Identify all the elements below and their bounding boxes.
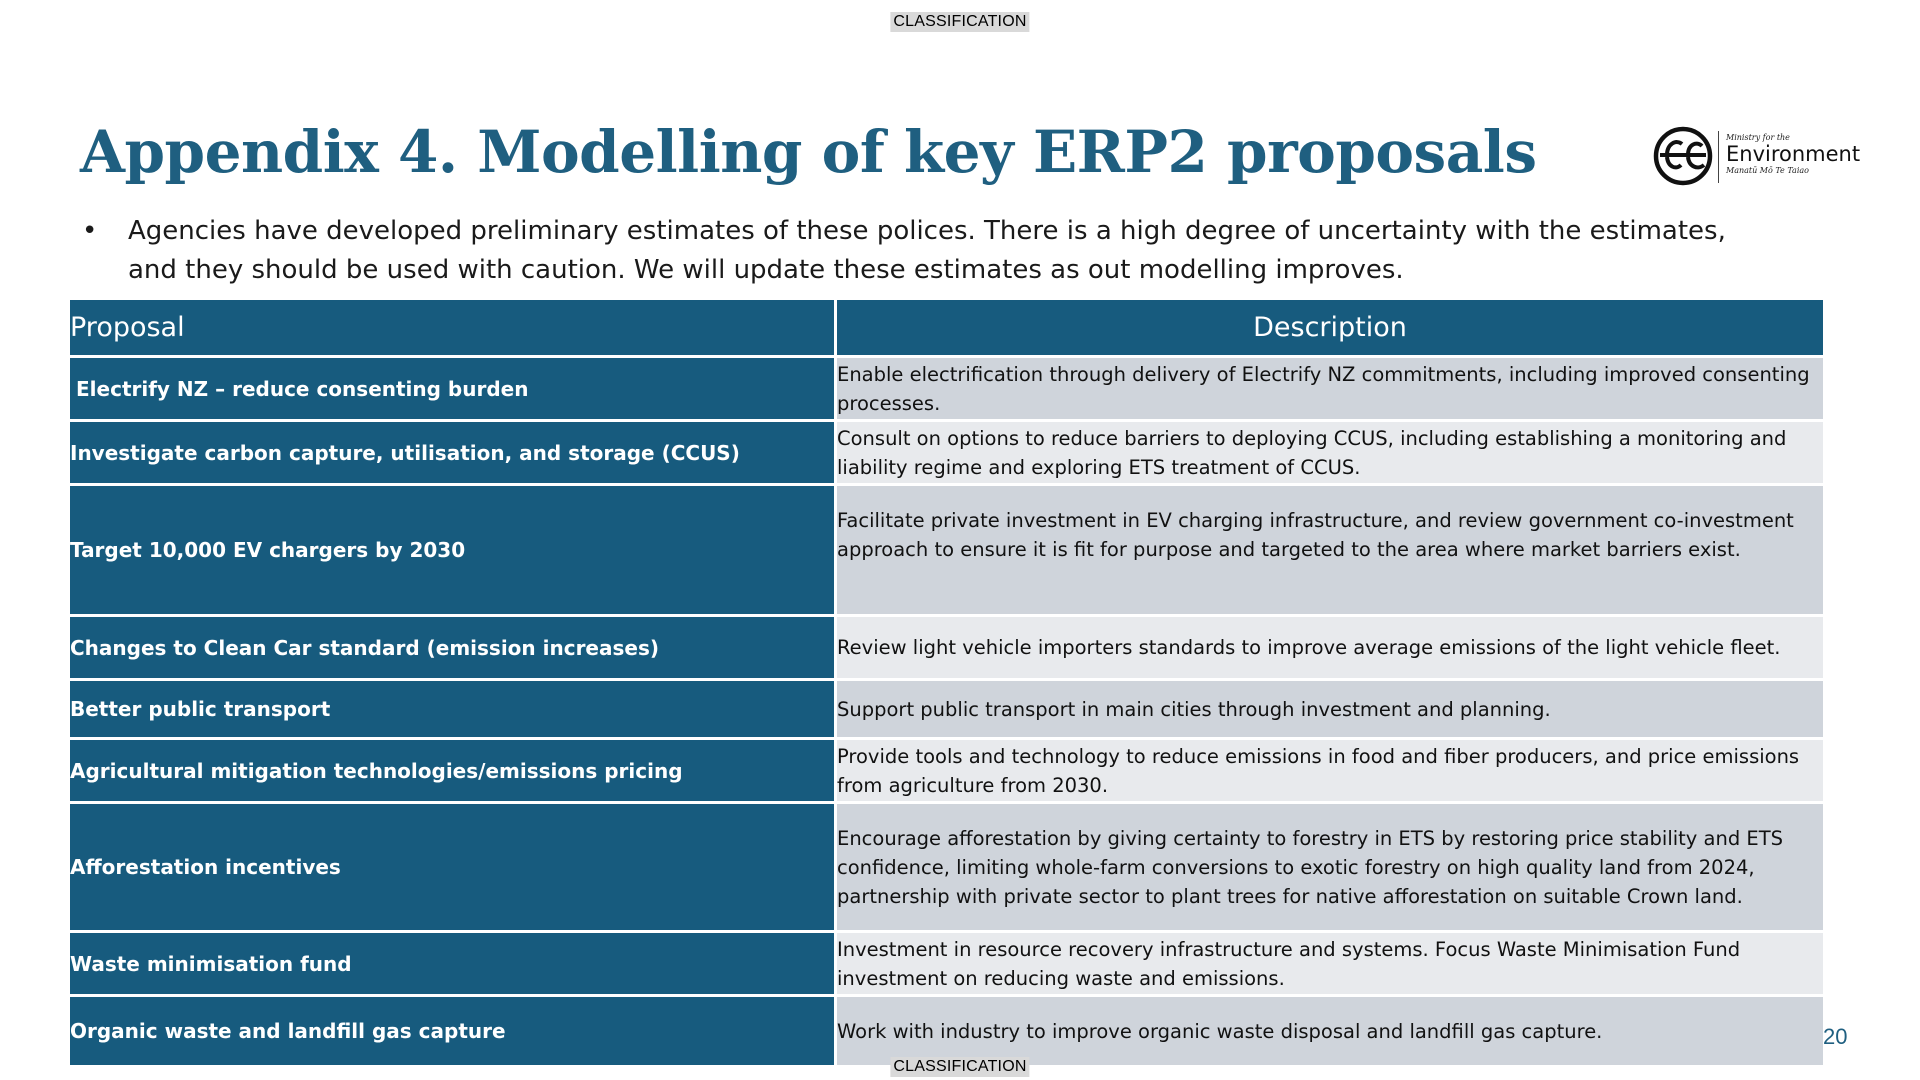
logo-name: Environment xyxy=(1726,142,1861,166)
table-row xyxy=(70,933,1823,994)
header-description: Description xyxy=(837,300,1823,355)
description-cell: Enable electrification through delivery of Electrify NZ commitments, including improved consenting processes. xyxy=(837,358,1823,419)
proposal-cell: Investigate carbon capture, utilisation, and storage (CCUS) xyxy=(70,422,834,483)
description-cell: Consult on options to reduce barriers to deploying CCUS, including establishing a monitoring and liability regime and exploring ETS treatment of CCUS. xyxy=(837,422,1823,483)
proposals-table xyxy=(67,297,1826,1068)
table-row xyxy=(70,681,1823,737)
table-row xyxy=(70,617,1823,678)
ministry-logo xyxy=(1652,125,1882,187)
table-row xyxy=(70,422,1823,483)
table-row xyxy=(70,358,1823,419)
proposal-cell: Changes to Clean Car standard (emission increases) xyxy=(70,617,834,678)
proposal-cell: Waste minimisation fund xyxy=(70,933,834,994)
classification-label-top: CLASSIFICATION xyxy=(890,12,1029,32)
intro-bullet xyxy=(80,212,1780,290)
header-proposal: Proposal xyxy=(70,300,834,355)
description-cell: Encourage afforestation by giving certainty to forestry in ETS by restoring price stability and ETS confidence, limiting whole-farm conversions to exotic forestry on high quality land from 2024, partnership with private sector to plant trees for native afforestation on suitable Crown land. xyxy=(837,804,1823,930)
classification-label-bottom: CLASSIFICATION xyxy=(890,1057,1029,1077)
ministry-emblem-icon xyxy=(1652,125,1714,187)
intro-text: Agencies have developed preliminary estimates of these polices. There is a high degree of uncertainty with the estimates, and they should be used with caution. We will update these estimates as out modelling improves. xyxy=(128,216,1726,285)
description-cell: Provide tools and technology to reduce emissions in food and fiber producers, and price emissions from agriculture from 2030. xyxy=(837,740,1823,801)
proposal-cell: Organic waste and landfill gas capture xyxy=(70,997,834,1065)
bullet-icon: • xyxy=(82,216,98,246)
table-row xyxy=(70,997,1823,1065)
table-row xyxy=(70,804,1823,930)
logo-divider xyxy=(1718,131,1719,183)
proposal-cell: Agricultural mitigation technologies/emissions pricing xyxy=(70,740,834,801)
table-row xyxy=(70,740,1823,801)
proposal-cell: Target 10,000 EV chargers by 2030 xyxy=(70,486,834,614)
logo-small-bottom: Manatū Mō Te Taiao xyxy=(1726,166,1809,175)
page-title: Appendix 4. Modelling of key ERP2 proposals xyxy=(80,118,1537,186)
proposal-cell: Better public transport xyxy=(70,681,834,737)
description-cell: Facilitate private investment in EV charging infrastructure, and review government co-investment approach to ensure it is fit for purpose and targeted to the area where market barriers exist. xyxy=(837,486,1823,614)
proposal-cell: Electrify NZ – reduce consenting burden xyxy=(70,358,834,419)
logo-small-top: Ministry for the xyxy=(1726,133,1790,142)
table-header-row xyxy=(70,300,1823,355)
description-cell: Support public transport in main cities through investment and planning. xyxy=(837,681,1823,737)
table-row xyxy=(70,486,1823,614)
proposal-cell: Afforestation incentives xyxy=(70,804,834,930)
description-cell: Work with industry to improve organic waste disposal and landfill gas capture. xyxy=(837,997,1823,1065)
page-number: 20 xyxy=(1823,1024,1848,1049)
description-cell: Investment in resource recovery infrastructure and systems. Focus Waste Minimisation Fund investment on reducing waste and emissions. xyxy=(837,933,1823,994)
description-cell: Review light vehicle importers standards to improve average emissions of the light vehicle fleet. xyxy=(837,617,1823,678)
